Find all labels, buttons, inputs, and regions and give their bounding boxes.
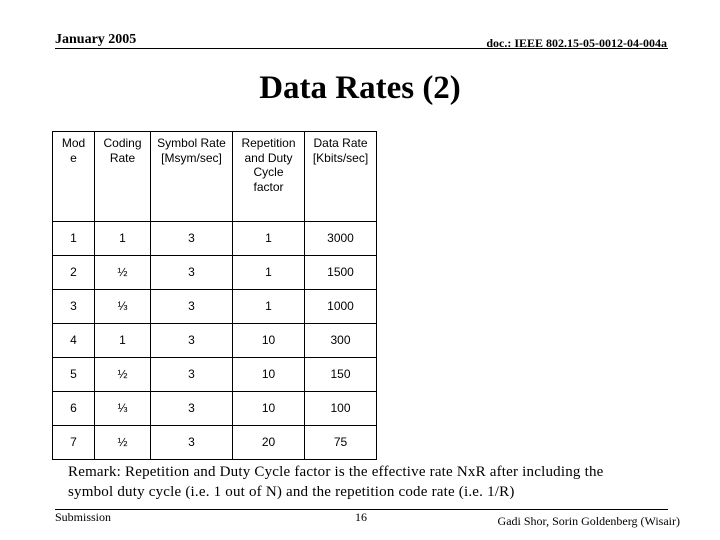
cell-symbol-rate: 3 <box>151 290 233 324</box>
header-divider <box>55 48 668 49</box>
cell-mode: 1 <box>53 222 95 256</box>
table-header-row <box>53 132 377 222</box>
cell-mode: 2 <box>53 256 95 290</box>
cell-data-rate: 300 <box>305 324 377 358</box>
cell-mode: 5 <box>53 358 95 392</box>
page-number: 16 <box>355 510 367 524</box>
slide-title: Data Rates (2) <box>259 70 461 106</box>
table-row <box>53 222 377 256</box>
cell-symbol-rate: 3 <box>151 426 233 460</box>
cell-symbol-rate: 3 <box>151 222 233 256</box>
footer-authors: Gadi Shor, Sorin Goldenberg (Wisair) <box>497 514 680 528</box>
cell-coding-rate: 1 <box>95 324 151 358</box>
column-header-mode: Mod e <box>53 132 95 222</box>
table-row <box>53 324 377 358</box>
data-rates-table <box>52 131 377 460</box>
cell-repetition-factor: 10 <box>233 324 305 358</box>
cell-coding-rate: 1 <box>95 222 151 256</box>
cell-data-rate: 75 <box>305 426 377 460</box>
cell-repetition-factor: 1 <box>233 222 305 256</box>
cell-data-rate: 1500 <box>305 256 377 290</box>
header-doc-id: doc.: IEEE 802.15-05-0012-04-004a <box>486 36 667 50</box>
table-row <box>53 426 377 460</box>
cell-coding-rate: ⅓ <box>95 392 151 426</box>
cell-repetition-factor: 10 <box>233 358 305 392</box>
cell-coding-rate: ½ <box>95 426 151 460</box>
column-header-repetition-duty-cycle: Repetition and Duty Cycle factor <box>233 132 305 222</box>
column-header-coding-rate: Coding Rate <box>95 132 151 222</box>
column-header-symbol-rate: Symbol Rate [Msym/sec] <box>151 132 233 222</box>
cell-coding-rate: ½ <box>95 256 151 290</box>
cell-symbol-rate: 3 <box>151 324 233 358</box>
cell-data-rate: 100 <box>305 392 377 426</box>
cell-data-rate: 3000 <box>305 222 377 256</box>
cell-repetition-factor: 1 <box>233 290 305 324</box>
cell-mode: 4 <box>53 324 95 358</box>
cell-mode: 7 <box>53 426 95 460</box>
cell-repetition-factor: 20 <box>233 426 305 460</box>
table-row <box>53 358 377 392</box>
cell-symbol-rate: 3 <box>151 392 233 426</box>
remark-line-2: symbol duty cycle (i.e. 1 out of N) and the repetition code rate (i.e. 1/R) <box>68 484 515 500</box>
cell-symbol-rate: 3 <box>151 358 233 392</box>
cell-coding-rate: ⅓ <box>95 290 151 324</box>
cell-repetition-factor: 10 <box>233 392 305 426</box>
cell-mode: 6 <box>53 392 95 426</box>
table-row <box>53 290 377 324</box>
cell-data-rate: 150 <box>305 358 377 392</box>
header-date: January 2005 <box>55 32 137 47</box>
table-row <box>53 392 377 426</box>
cell-data-rate: 1000 <box>305 290 377 324</box>
cell-mode: 3 <box>53 290 95 324</box>
footer-submission: Submission <box>55 510 112 524</box>
cell-repetition-factor: 1 <box>233 256 305 290</box>
column-header-data-rate: Data Rate [Kbits/sec] <box>305 132 377 222</box>
remark-note <box>68 462 668 502</box>
cell-symbol-rate: 3 <box>151 256 233 290</box>
remark-line-1: Remark: Repetition and Duty Cycle factor is the effective rate NxR after including the <box>68 464 604 480</box>
cell-coding-rate: ½ <box>95 358 151 392</box>
table-row <box>53 256 377 290</box>
